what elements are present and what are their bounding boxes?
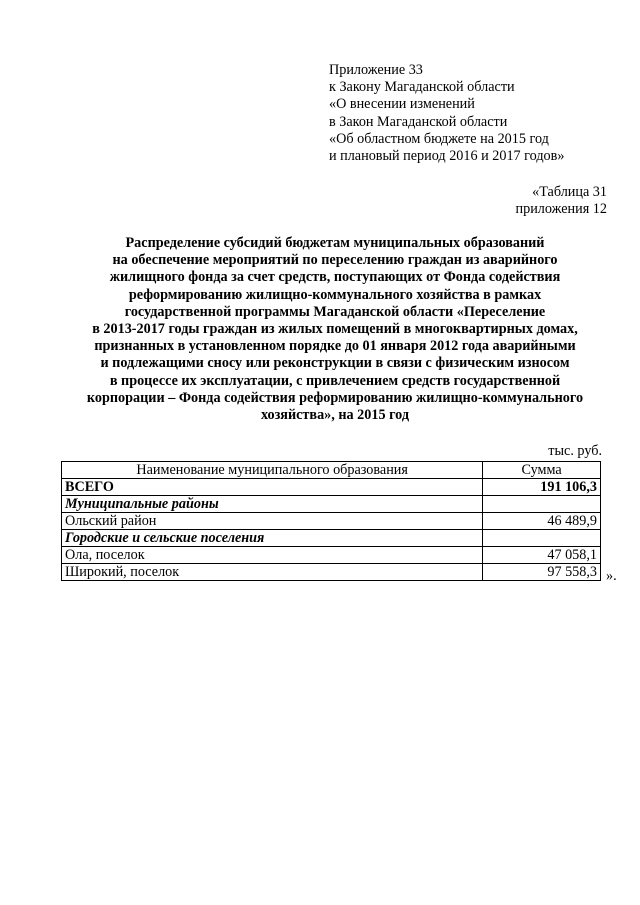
appendix-line: к Закону Магаданской области bbox=[329, 79, 515, 96]
title-line: реформированию жилищно-коммунального хозяйства в рамках bbox=[128, 286, 542, 303]
row-amount: 97 558,3 bbox=[483, 564, 601, 581]
title-line: государственной программы Магаданской области «Переселение bbox=[124, 303, 546, 320]
document-title bbox=[40, 235, 630, 424]
units-label: тыс. руб. bbox=[548, 443, 602, 459]
group-title: Муниципальные районы bbox=[62, 496, 483, 513]
group-amount-empty bbox=[483, 530, 601, 547]
table-group-row bbox=[62, 496, 601, 513]
total-label: ВСЕГО bbox=[62, 479, 483, 496]
column-header-name: Наименование муниципального образования bbox=[62, 462, 483, 479]
row-name: Ольский район bbox=[62, 513, 483, 530]
table-reference-line: «Таблица 31 bbox=[532, 184, 607, 200]
table-reference bbox=[516, 184, 607, 218]
table-row bbox=[62, 513, 601, 530]
title-line: Распределение субсидий бюджетам муниципальных образований bbox=[125, 235, 545, 251]
table-reference-line: приложения 12 bbox=[515, 201, 607, 218]
table-row bbox=[62, 564, 601, 581]
title-line: на обеспечение мероприятий по переселению граждан из аварийного bbox=[112, 252, 558, 269]
row-amount: 47 058,1 bbox=[483, 547, 601, 564]
title-line: жилищного фонда за счет средств, поступающих от Фонда содействия bbox=[109, 269, 561, 286]
subsidy-table bbox=[61, 461, 601, 581]
table-row bbox=[62, 547, 601, 564]
group-title: Городские и сельские поселения bbox=[62, 530, 483, 547]
total-amount: 191 106,3 bbox=[483, 479, 601, 496]
row-name: Ола, поселок bbox=[62, 547, 483, 564]
appendix-line: в Закон Магаданской области bbox=[329, 113, 508, 130]
table-row-total bbox=[62, 479, 601, 496]
title-line: в процессе их эксплуатации, с привлечением средств государственной bbox=[109, 372, 561, 389]
title-line: и подлежащими сносу или реконструкции в связи с физическим износом bbox=[100, 355, 570, 372]
closing-quote-mark: ». bbox=[606, 568, 617, 584]
appendix-line: «Об областном бюджете на 2015 год bbox=[329, 130, 549, 147]
row-name: Широкий, поселок bbox=[62, 564, 483, 581]
appendix-line: «О внесении изменений bbox=[329, 96, 475, 113]
table-group-row bbox=[62, 530, 601, 547]
appendix-line: и плановый период 2016 и 2017 годов» bbox=[329, 148, 565, 165]
group-amount-empty bbox=[483, 496, 601, 513]
title-line: признанных в установленном порядке до 01 января 2012 года аварийными bbox=[94, 338, 576, 355]
table-header-row bbox=[62, 462, 601, 479]
column-header-amount: Сумма bbox=[483, 462, 601, 479]
title-line: хозяйства», на 2015 год bbox=[260, 407, 410, 424]
appendix-line: Приложение 33 bbox=[329, 62, 423, 78]
row-amount: 46 489,9 bbox=[483, 513, 601, 530]
title-line: в 2013-2017 годы граждан из жилых помещений в многоквартирных домах, bbox=[92, 321, 578, 338]
title-line: корпорации – Фонда содействия реформированию жилищно-коммунального bbox=[86, 389, 584, 406]
appendix-header bbox=[329, 62, 564, 165]
